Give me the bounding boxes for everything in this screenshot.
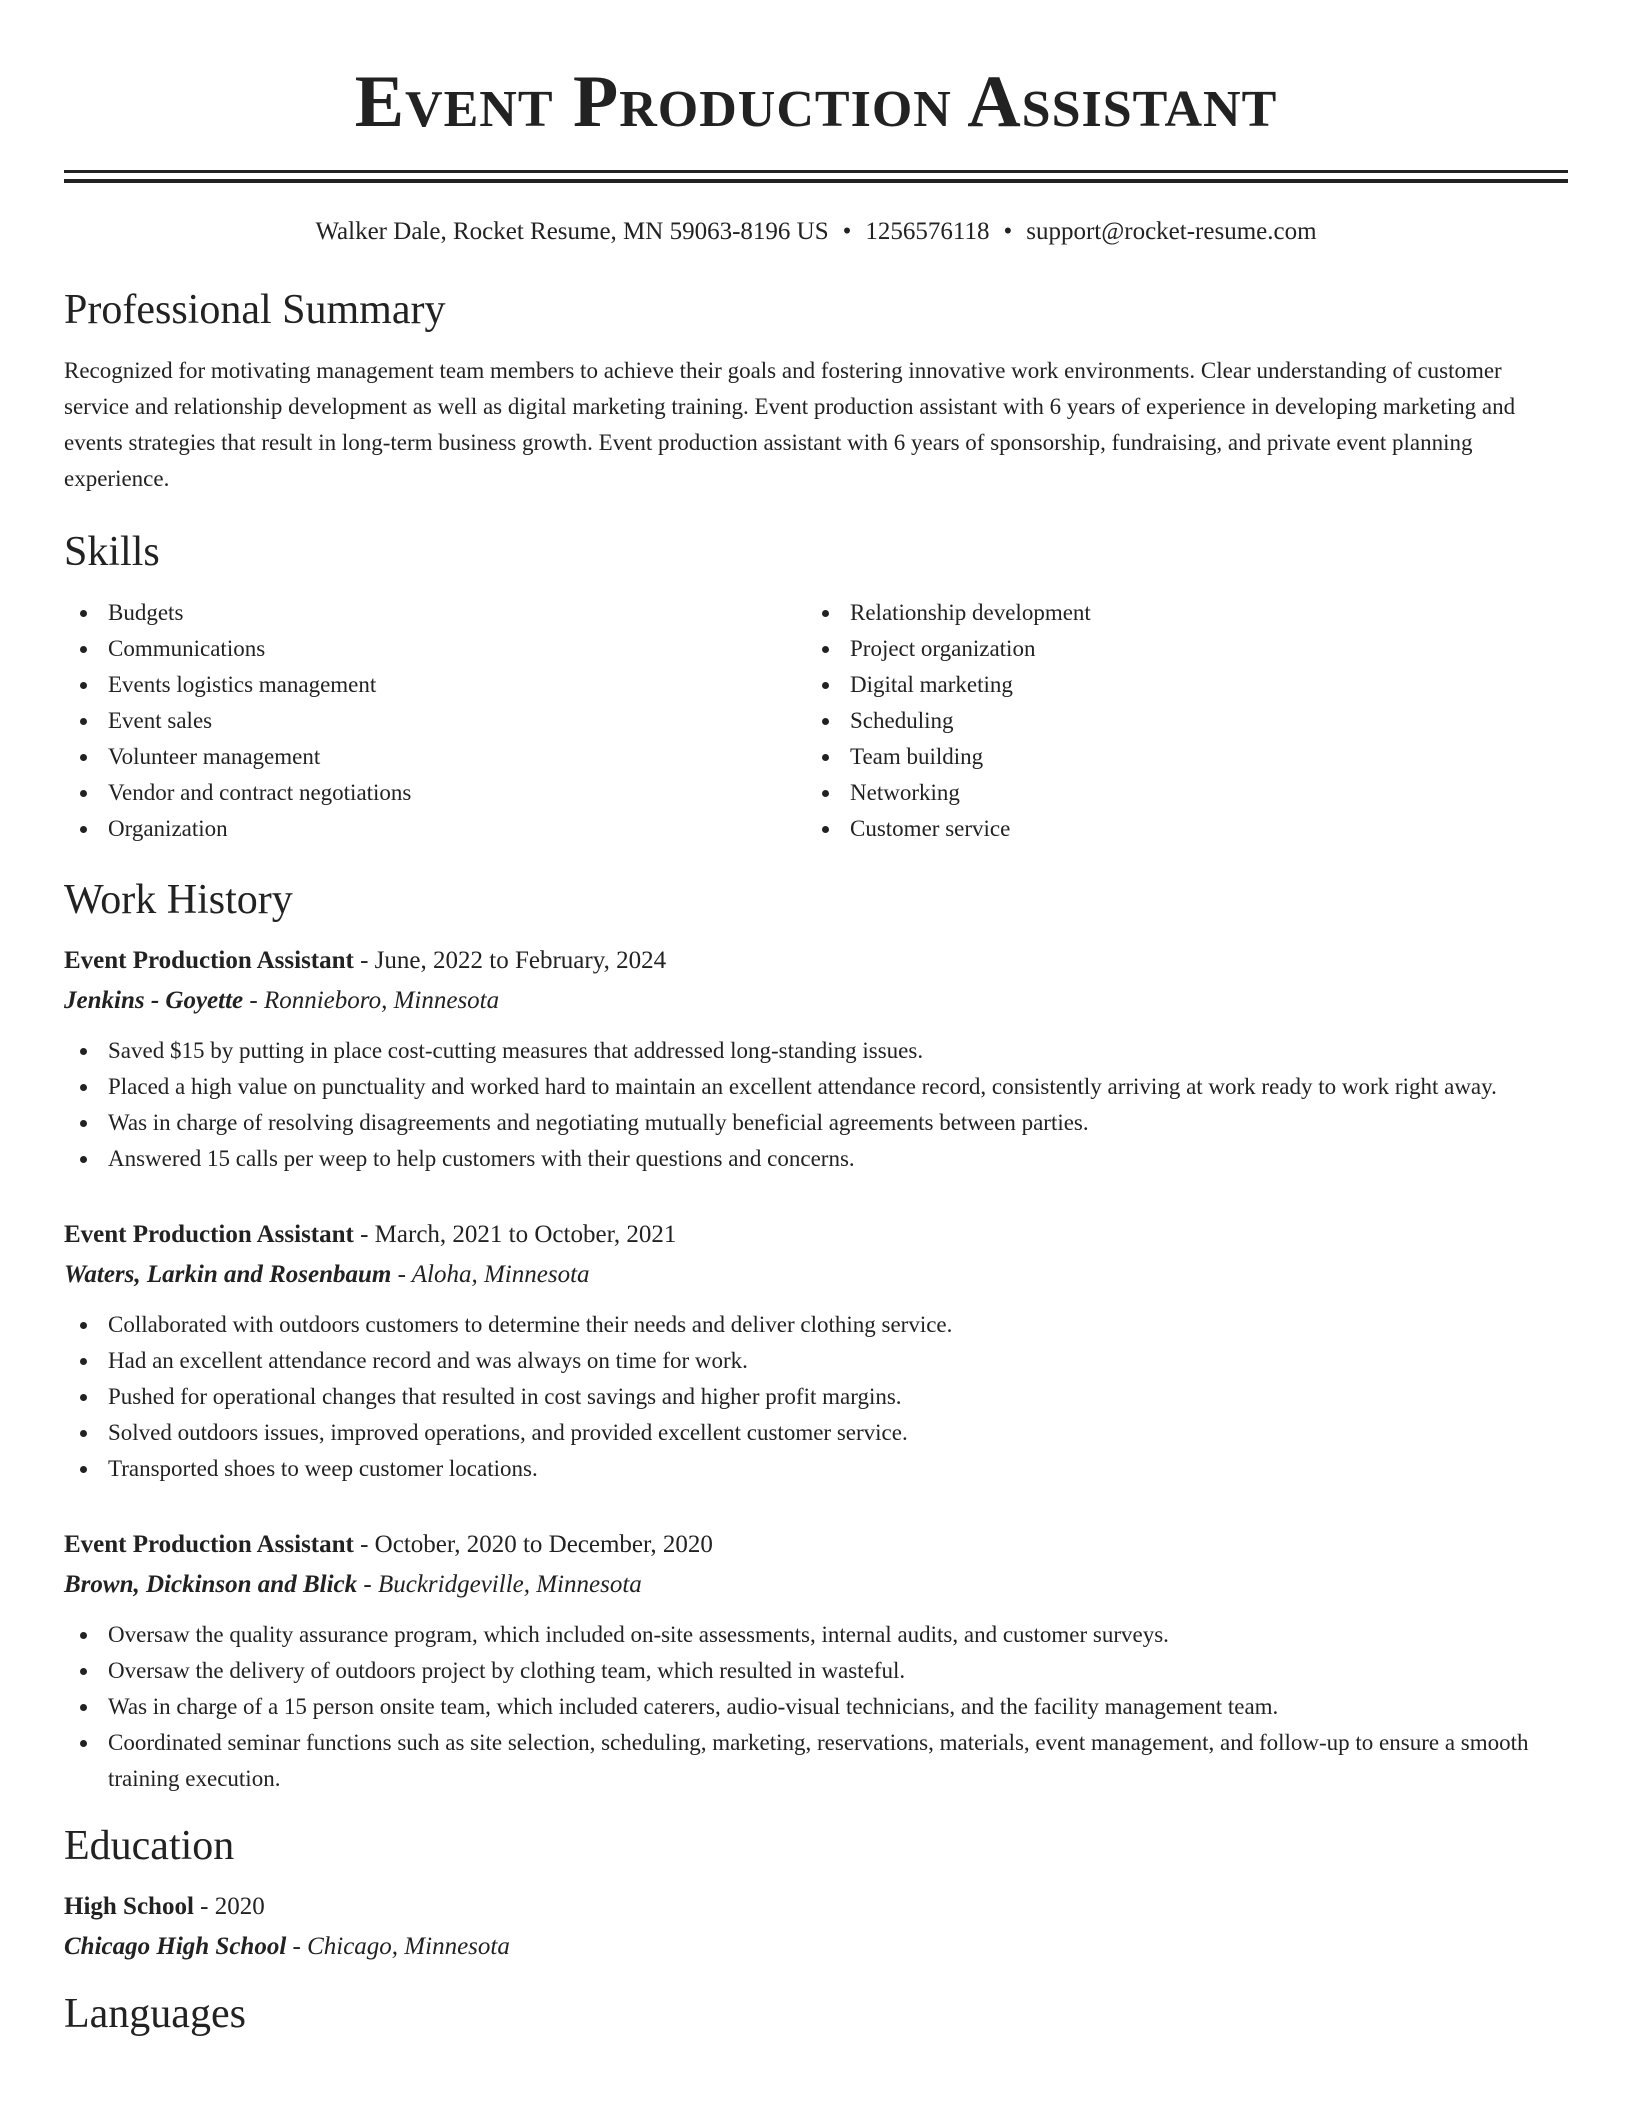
job-location: - Buckridgeville, Minnesota (357, 1571, 642, 1598)
duty-item: Pushed for operational changes that resulted in cost savings and higher profit margins. (64, 1379, 1568, 1415)
skills-heading: Skills (64, 529, 160, 575)
resume-title: Event Production Assistant (354, 61, 1278, 143)
job-header (64, 1217, 1568, 1253)
duty-item: Placed a high value on punctuality and worked hard to maintain an excellent attendance record, consistently arriving at work ready to work right away. (64, 1069, 1568, 1105)
education-school: Chicago High School (64, 1933, 287, 1960)
work-history-heading: Work History (64, 877, 293, 923)
duty-item: Was in charge of a 15 person onsite team, which included caterers, audio-visual technicians, and the facility management team. (64, 1689, 1568, 1725)
education-heading: Education (64, 1823, 235, 1869)
skill-item: Events logistics management (64, 667, 806, 703)
job-dates: - March, 2021 to October, 2021 (353, 1221, 677, 1248)
duty-item: Coordinated seminar functions such as site selection, scheduling, marketing, reservations, materials, event management, and follow-up to ensure a smooth training execution. (64, 1725, 1568, 1797)
skill-item: Communications (64, 631, 806, 667)
skill-item: Scheduling (806, 703, 1548, 739)
contact-separator: • (842, 218, 852, 245)
job-dates: - October, 2020 to December, 2020 (353, 1531, 713, 1558)
job-header (64, 1527, 1568, 1563)
job-entry (64, 1527, 1568, 1797)
skills-column-right (806, 595, 1548, 847)
summary-text: Recognized for motivating management team members to achieve their goals and fostering innovative work environments. Clear understanding of customer service and relationship development as well as digital marketing training. Event production assistant with 6 years of experience in developing marketing and events strategies that result in long-term business growth. Event production assistant with 6 years of sponsorship, fundraising, and private event planning experience. (64, 358, 1516, 491)
contact-line (64, 217, 1568, 247)
job-title: Event Production Assistant (64, 1221, 354, 1248)
job-title: Event Production Assistant (64, 947, 354, 974)
job-location: - Ronnieboro, Minnesota (243, 987, 500, 1014)
skill-item: Vendor and contract negotiations (64, 775, 806, 811)
skill-item: Volunteer management (64, 739, 806, 775)
job-location: - Aloha, Minnesota (391, 1261, 590, 1288)
job-duties (64, 1307, 1568, 1487)
contact-email: support@rocket-resume.com (1026, 218, 1317, 245)
education-school-line (64, 1929, 1568, 1965)
duty-item: Transported shoes to weep customer locations. (64, 1451, 1568, 1487)
title-rule-top (64, 170, 1568, 173)
job-entry (64, 1217, 1568, 1487)
summary-heading: Professional Summary (64, 287, 446, 333)
languages-heading: Languages (64, 1991, 246, 2037)
duty-item: Oversaw the quality assurance program, which included on-site assessments, internal audits, and customer surveys. (64, 1617, 1568, 1653)
duty-item: Oversaw the delivery of outdoors project by clothing team, which resulted in wasteful. (64, 1653, 1568, 1689)
job-title: Event Production Assistant (64, 1531, 354, 1558)
skill-item: Project organization (806, 631, 1548, 667)
job-employer (64, 983, 1568, 1019)
job-dates: - June, 2022 to February, 2024 (353, 947, 667, 974)
skills-column-left (64, 595, 806, 847)
job-header (64, 943, 1568, 979)
skill-item: Networking (806, 775, 1548, 811)
contact-address: Walker Dale, Rocket Resume, MN 59063-8196 US (315, 218, 829, 245)
resume-page (64, 0, 1568, 2039)
education-year: - 2020 (193, 1893, 265, 1920)
duty-item: Saved $15 by putting in place cost-cutting measures that addressed long-standing issues. (64, 1033, 1568, 1069)
job-duties (64, 1033, 1568, 1177)
job-duties (64, 1617, 1568, 1797)
job-employer (64, 1567, 1568, 1603)
education-degree: High School (64, 1893, 194, 1920)
skill-item: Customer service (806, 811, 1548, 847)
skill-item: Relationship development (806, 595, 1548, 631)
job-company: Jenkins - Goyette (64, 987, 244, 1014)
duty-item: Solved outdoors issues, improved operations, and provided excellent customer service. (64, 1415, 1568, 1451)
job-entry (64, 943, 1568, 1177)
job-company: Brown, Dickinson and Blick (64, 1571, 358, 1598)
title-rule-bottom (64, 179, 1568, 183)
skill-item: Budgets (64, 595, 806, 631)
job-employer (64, 1257, 1568, 1293)
skill-item: Digital marketing (806, 667, 1548, 703)
skill-item: Organization (64, 811, 806, 847)
duty-item: Answered 15 calls per weep to help customers with their questions and concerns. (64, 1141, 1568, 1177)
contact-separator: • (1003, 218, 1013, 245)
skill-item: Event sales (64, 703, 806, 739)
contact-phone: 1256576118 (865, 218, 990, 245)
duty-item: Had an excellent attendance record and was always on time for work. (64, 1343, 1568, 1379)
skill-item: Team building (806, 739, 1548, 775)
job-company: Waters, Larkin and Rosenbaum (64, 1261, 392, 1288)
duty-item: Was in charge of resolving disagreements and negotiating mutually beneficial agreements between parties. (64, 1105, 1568, 1141)
duty-item: Collaborated with outdoors customers to determine their needs and deliver clothing service. (64, 1307, 1568, 1343)
education-location: - Chicago, Minnesota (286, 1933, 510, 1960)
education-degree-line (64, 1889, 1568, 1925)
skills-list (64, 595, 1568, 847)
